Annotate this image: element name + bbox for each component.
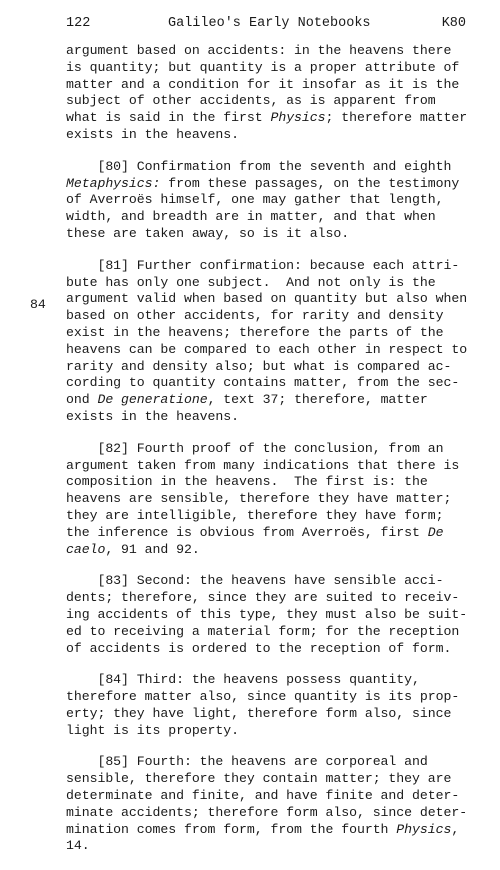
text-line: of accidents is ordered to the reception of form. — [66, 640, 452, 656]
text-line: argument valid when based on quantity but also when — [66, 291, 468, 307]
paragraph-p82 — [66, 441, 476, 559]
text-line: subject of other accidents, as is apparent from — [66, 93, 436, 109]
text-line: minate accidents; therefore form also, since deter- — [66, 804, 468, 820]
text-segment: ; therefore matter — [325, 110, 468, 126]
paragraph-p80 — [66, 159, 476, 243]
paragraph-p84 — [66, 672, 476, 739]
paragraph-p81 — [66, 258, 476, 426]
text-line — [66, 525, 476, 542]
text-line: sensible, therefore they contain matter; they are — [66, 771, 452, 787]
text-segment: ond — [66, 392, 98, 408]
paragraph-p79cont — [66, 43, 476, 144]
text-line: they are intelligible, therefore they have form; — [66, 507, 444, 523]
text-segment: what is said in the first — [66, 110, 271, 126]
text-line: exists in the heavens. — [66, 126, 240, 142]
text-line: rarity and density also; but what is compared ac- — [66, 358, 452, 374]
paragraph-p85 — [66, 754, 476, 855]
italic-title: caelo — [66, 541, 106, 557]
text-line: light is its property. — [66, 722, 240, 738]
text-line: exist in the heavens; therefore the parts of the — [66, 324, 444, 340]
text-line — [66, 392, 476, 409]
text-line: width, and breadth are in matter, and that when — [66, 209, 436, 225]
text-line — [66, 822, 476, 839]
text-line: [82] Fourth proof of the conclusion, from an — [66, 440, 444, 456]
text-line: argument taken from many indications that there is — [66, 457, 460, 473]
text-line: of Averroës himself, one may gather that length, — [66, 192, 444, 208]
text-line: matter and a condition for it insofar as it is the — [66, 76, 460, 92]
italic-title: De generatione — [97, 392, 208, 408]
text-line: ed to receiving a material form; for the reception — [66, 623, 460, 639]
text-line: composition in the heavens. The first is: the — [66, 474, 428, 490]
text-line: [81] Further confirmation: because each attri- — [66, 257, 460, 273]
text-segment: , text 37; therefore, matter — [207, 392, 428, 408]
running-head — [66, 15, 466, 33]
text-line: 14. — [66, 838, 90, 854]
text-line: cording to quantity contains matter, from the sec- — [66, 375, 460, 391]
text-segment: mination comes from form, from the fourth — [66, 821, 397, 837]
text-line: therefore matter also, since quantity is its prop- — [66, 689, 460, 705]
text-line: [84] Third: the heavens possess quantity, — [66, 672, 420, 688]
text-line: heavens can be compared to each other in respect to — [66, 341, 468, 357]
text-segment: the inference is obvious from Averroës, first — [66, 524, 428, 540]
text-line: [80] Confirmation from the seventh and eighth — [66, 158, 452, 174]
italic-title: Physics — [396, 821, 452, 837]
italic-title: Metaphysics: — [66, 175, 161, 191]
text-line: is quantity; but quantity is a proper attribute of — [66, 59, 460, 75]
margin-page-reference: 84 — [30, 297, 46, 312]
text-line: erty; they have light, therefore form also, since — [66, 705, 452, 721]
text-line — [66, 542, 476, 559]
section-reference: K80 — [441, 16, 466, 31]
text-line — [66, 110, 476, 127]
text-line: argument based on accidents: in the heavens there — [66, 43, 452, 58]
text-line: exists in the heavens. — [66, 408, 240, 424]
text-line: bute has only one subject. And not only is the — [66, 274, 436, 290]
text-line: dents; therefore, since they are suited to receiv- — [66, 590, 460, 606]
text-line: [83] Second: the heavens have sensible acci- — [66, 573, 444, 589]
text-line: ing accidents of this type, they must also be suit- — [66, 606, 468, 622]
paragraph-p83 — [66, 573, 476, 657]
page-number: 122 — [66, 16, 91, 31]
running-title: Galileo's Early Notebooks — [168, 16, 371, 31]
text-body — [66, 43, 476, 870]
italic-title: De — [427, 524, 444, 540]
text-segment: from these passages, on the testimony — [160, 175, 460, 191]
text-line: [85] Fourth: the heavens are corporeal and — [66, 754, 428, 770]
text-line: heavens are sensible, therefore they have matter; — [66, 491, 452, 507]
text-segment: , 91 and 92. — [105, 541, 200, 557]
text-line: determinate and finite, and have finite and deter- — [66, 788, 460, 804]
text-line: based on other accidents, for rarity and density — [66, 308, 444, 324]
italic-title: Physics — [270, 110, 326, 126]
text-line — [66, 176, 476, 193]
text-line: these are taken away, so is it also. — [66, 225, 350, 241]
text-segment: , — [451, 821, 460, 837]
